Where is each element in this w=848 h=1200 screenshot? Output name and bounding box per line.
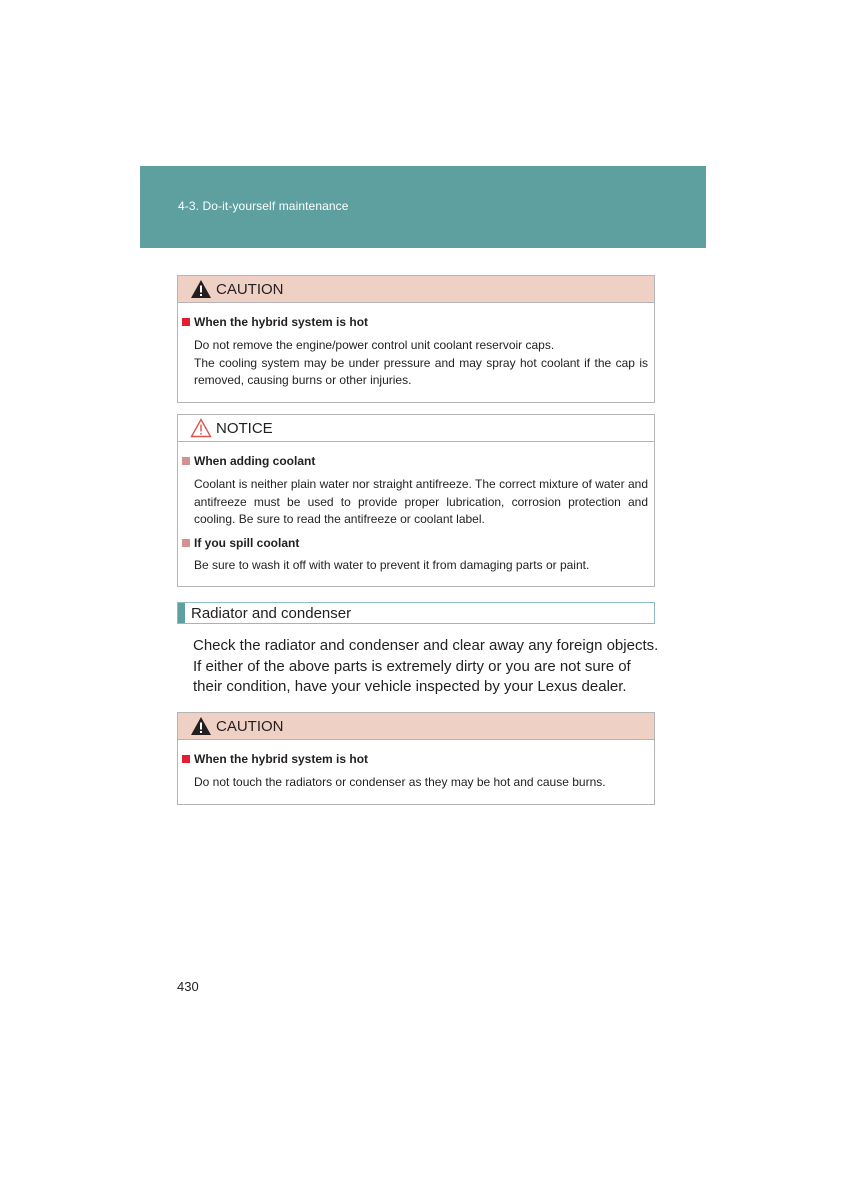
- subheading-text: When adding coolant: [194, 454, 316, 468]
- warning-triangle-icon: [190, 279, 212, 299]
- caution-label: CAUTION: [216, 717, 284, 735]
- subheading-text: When the hybrid system is hot: [194, 752, 369, 766]
- body-line: If either of the above parts is extremely dirty or you are not sure of their condition, have your vehicle inspected by your Lexus dealer.: [193, 657, 631, 695]
- section-heading: [177, 602, 655, 624]
- caution-subheading: [182, 750, 648, 768]
- page-number: 430: [177, 979, 199, 994]
- caution-header: [178, 276, 654, 303]
- notice-header: [178, 415, 654, 442]
- section-body: [193, 636, 663, 698]
- warning-triangle-icon: [190, 716, 212, 736]
- bullet-square-icon: [182, 755, 190, 763]
- caution-text-line: Do not remove the engine/power control unit coolant reservoir caps.: [194, 338, 555, 352]
- bullet-square-icon: [182, 539, 190, 547]
- bullet-square-icon: [182, 318, 190, 326]
- notice-text: Be sure to wash it off with water to prevent it from damaging parts or paint.: [194, 557, 590, 572]
- notice-label: NOTICE: [216, 419, 273, 437]
- section-accent: [178, 603, 185, 623]
- subheading-text: When the hybrid system is hot: [194, 315, 369, 329]
- warning-triangle-outline-icon: [190, 418, 212, 438]
- caution-text: [194, 337, 648, 390]
- caution-text-line: The cooling system may be under pressure and may spray hot coolant if the cap is removed, causing burns or other injuries.: [194, 355, 648, 387]
- caution-label: CAUTION: [216, 280, 284, 298]
- bullet-square-icon: [182, 457, 190, 465]
- subheading-text: If you spill coolant: [194, 535, 300, 550]
- notice-text: Coolant is neither plain water nor straight antifreeze. The correct mixture of water and antifreeze must be used to provide proper lubrication, corrosion protection and cooling. Be sure to read the antifreeze or coolant label.: [194, 477, 648, 526]
- notice-subheading: [182, 452, 648, 470]
- caution-box-hybrid-hot: [177, 275, 655, 403]
- section-title: Radiator and condenser: [191, 604, 352, 622]
- notice-box-coolant: [177, 414, 655, 587]
- caution-header: [178, 713, 654, 740]
- section-breadcrumb: 4-3. Do-it-yourself maintenance: [178, 199, 349, 213]
- caution-subheading: [182, 313, 648, 331]
- header-band: [140, 166, 706, 248]
- caution-text: Do not touch the radiators or condenser as they may be hot and cause burns.: [194, 775, 606, 789]
- notice-subheading: [182, 534, 648, 552]
- body-line: Check the radiator and condenser and clear away any foreign objects.: [193, 637, 659, 654]
- caution-box-radiator: [177, 712, 655, 805]
